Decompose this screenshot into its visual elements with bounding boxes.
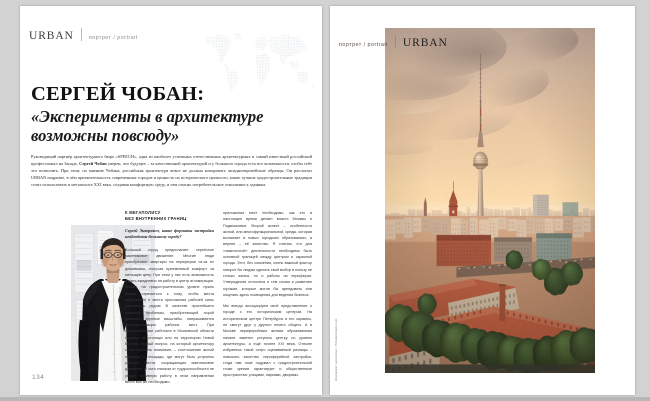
kicker-line-1: К МЕГАПОЛИСУ [125, 210, 161, 215]
world-map-graphic [200, 30, 320, 92]
interview-question: Сергей Энверович, какие форматы застройки необходимы большому городу? [125, 227, 214, 240]
page-number: 134 [32, 374, 45, 381]
standfirst-text-2: уверен, что будущее – за качественной архитектурой и у большого города есть все возможности, чтобы себе это позволить. При этом, по мнению Чобана, российская архитектура вовсе не должна копировать западноевропейские образцы. Он рассказал URBAN magazine, в чём притягательность современных городов и ценность их исторического прошлого, какие лучшие градостроительные традиции стоит использовать в мегаполисе XXI века, создавая комфортную среду, и чем опасно потребительское отношение к зданиям. [31, 161, 312, 188]
article-column-2 [223, 210, 312, 378]
headline-block [31, 84, 301, 145]
hero-photo [385, 28, 595, 373]
body-paragraph: Мы всегда ассоциируем своё представление о городе с его историческим центром. На историческом центре Петербурга и его окраины, не смогут друг у другого ничего общего. А в Москве периферийным жилым образованиям начали заметно уступать центру по уровню архитектуры, а ещё точнее XXI века. Отныне избранных такой остро оцениваемой разницы – повысить качество периферийной застройки, тогда там тоже подумал с градостроительной точки зрения гарантирует и общественные пространства: улицами, парками, дворами. [223, 304, 312, 378]
standfirst [31, 153, 312, 188]
right-page [330, 6, 635, 395]
left-page [20, 6, 322, 395]
headline-subtitle: «Эксперименты в архитектуре возможны повсюду» [31, 106, 264, 145]
kicker-line-2: БЕЗ ВНУТРЕННИХ ГРАНИЦ [125, 215, 187, 221]
standfirst-text-1: Руководящий партнёр архитектурного бюро «SPEECH», одна из наиболее успешных отечественных архитектурных и самый известный российский профессионал на Западе, [31, 154, 312, 167]
masthead-divider [395, 35, 396, 48]
masthead-right [339, 33, 621, 49]
section-label: портрет / portrait [339, 42, 388, 48]
article-column-1 [125, 210, 214, 384]
article-columns [125, 210, 312, 384]
magazine-logo: URBAN [402, 37, 448, 49]
body-paragraph: приложения мест необходимо, как это в настоящее время делает власть Москвы и Подмосковья. Второй аспект – особенности жилой, или многофункциональной, среды, которая возникает в новых городских образованиях, а вернее – её качество. Я считаю, что для «зажиточной» деятельности необходимо быть основной границей между центром и окраиной города. Этот, без сомнения, очень важный фактор говорит бы людям сделать свой выбор в пользу не только жилья, но и работы на периферии. Утверждения относятся и тем слоям и развитию горожан, которые могли бы арендовать или покупать здесь помещения для ведения бизнеса. [223, 211, 312, 297]
body-paragraph: Большой город предполагает серьёзное маятниковое движение. Многие люди приобретают квартиры на периферии из-за их дешевизны, получая приемлемый комфорт за меньшую цену. При этом у них есть возможность ездить ежедневно на работу в центр агломерации. Значит, на градостроительном уровне нужно всегда стремиться к тому, чтобы места проживания и места приложения рабочей силы находились рядом. В качестве простейшего решения проблемы, приобретающей порой довольно крупные масштабы, напрашивается децентрализация рабочих мест. При проектировании работала в Московской области недавно от столицы или на территории Новой Москвы первый вопрос, на который архитектору стоит обратить внимание, – соотношение жилой площади и площади, где могут быть устроены рабочие места, сокращающие маятниковое движение. И хотя списком от трудоспособности не убудет, активную работу в этом направлении вести всё же необходимо. [125, 247, 214, 384]
section-label: портрет / portrait [88, 35, 138, 41]
page-title: СЕРГЕЙ ЧОБАН: [31, 83, 205, 105]
masthead-left [29, 26, 138, 42]
right-page-content [330, 6, 635, 395]
hero-photo-canvas [385, 28, 595, 373]
masthead-divider [81, 28, 82, 41]
left-page-content [20, 6, 322, 395]
magazine-logo: URBAN [29, 30, 74, 42]
section-kicker [125, 210, 214, 222]
standfirst-highlight: Сергей Чобан [79, 161, 107, 167]
photo-credit: Alexander Lavrentiev / Shutterstock.com [334, 318, 338, 381]
